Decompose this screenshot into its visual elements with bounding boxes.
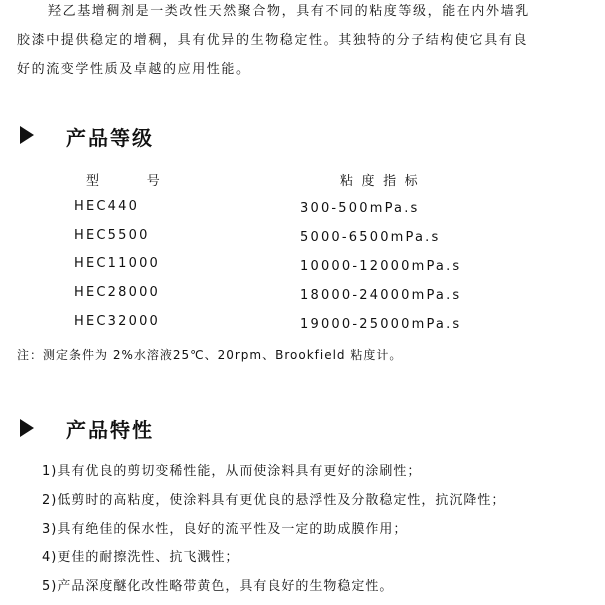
section-title-features: 产品特性 [66,418,154,442]
grade-viscosity: 19000-25000mPa.s [300,317,462,332]
grade-model: HEC32000 [74,314,161,329]
grade-model: HEC28000 [74,285,161,300]
intro-line: 好的流变学性质及卓越的应用性能。 [17,62,251,77]
grade-viscosity: 18000-24000mPa.s [300,288,462,303]
intro-line: 羟乙基增稠剂是一类改性天然聚合物，具有不同的粘度等级，能在内外墙乳 [48,4,530,19]
feature-item: 4)更佳的耐擦洗性、抗飞溅性； [42,550,240,565]
feature-item: 2)低剪时的高粘度，使涂料具有更优良的悬浮性及分散稳定性，抗沉降性； [42,493,506,508]
section-bullet-icon [20,126,34,144]
grade-viscosity: 5000-6500mPa.s [300,230,441,245]
intro-line: 胶漆中提供稳定的增稠，具有优异的生物稳定性。其独特的分子结构使它具有良 [17,33,529,48]
grade-viscosity: 300-500mPa.s [300,201,420,216]
column-header-model: 型 号 [86,174,163,189]
feature-item: 1)具有优良的剪切变稀性能，从而使涂料具有更好的涂刷性； [42,464,422,479]
grade-model: HEC440 [74,199,140,214]
section-title-grades: 产品等级 [66,126,154,150]
grade-viscosity: 10000-12000mPa.s [300,259,462,274]
grade-model: HEC11000 [74,256,161,271]
grade-model: HEC5500 [74,228,150,243]
column-header-viscosity: 粘 度 指 标 [340,174,420,189]
measurement-note: 注：测定条件为 2%水溶液25℃、20rpm、Brookfield 粘度计。 [17,348,403,362]
section-bullet-icon [20,419,34,437]
feature-item: 5)产品深度醚化改性略带黄色，具有良好的生物稳定性。 [42,579,394,594]
feature-item: 3)具有绝佳的保水性，良好的流平性及一定的助成膜作用； [42,522,408,537]
